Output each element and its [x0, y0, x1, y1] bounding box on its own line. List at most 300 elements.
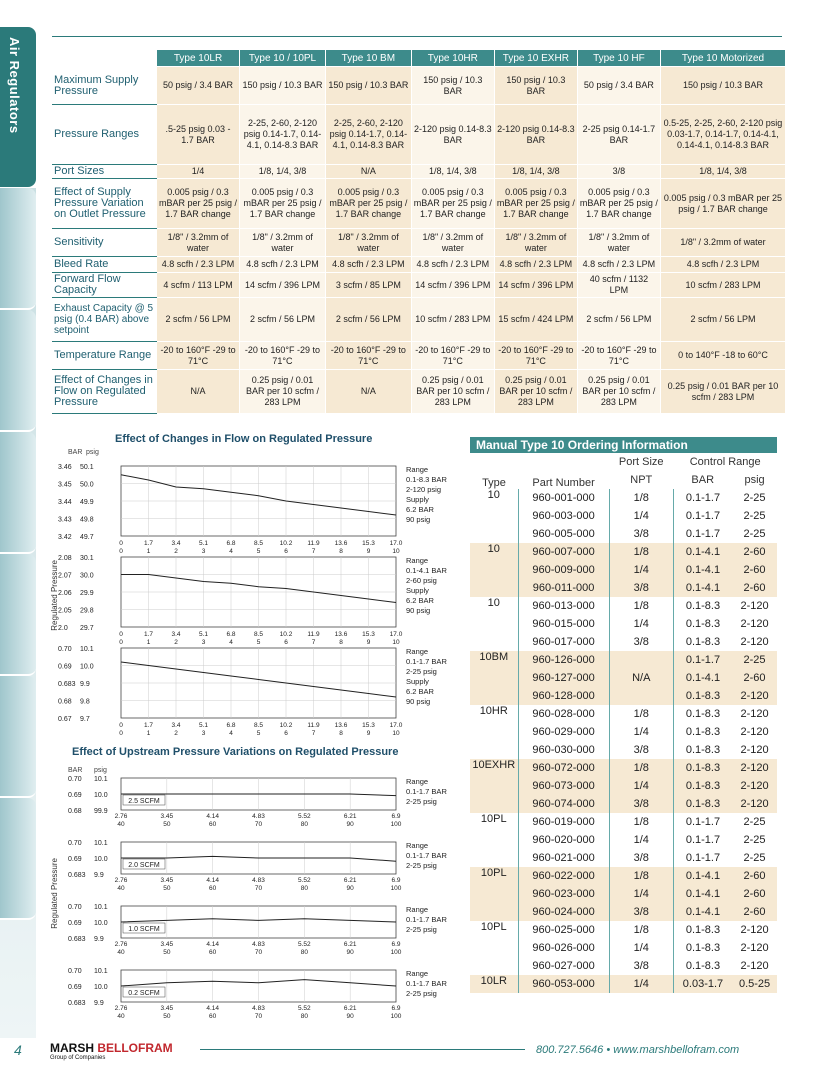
x-tick-scfm: 8.5 — [253, 722, 264, 729]
spec-cell: 0.005 psig / 0.3 mBAR per 25 psig / 1.7 BAR change — [577, 179, 660, 229]
ordering-range-psig: 2-120 — [732, 597, 777, 615]
spec-cell: N/A — [157, 370, 240, 414]
upstream-chart-title: Effect of Upstream Pressure Variations on Regulated Pressure — [72, 746, 399, 758]
spec-cell: 0 to 140°F -18 to 60°C — [660, 342, 785, 370]
spec-row — [52, 342, 786, 370]
ordering-part-number: 960-126-000 — [518, 651, 609, 669]
x-tick-psig: 40 — [117, 949, 125, 956]
spec-cell: 4.8 scfh / 2.3 LPM — [660, 257, 785, 273]
spec-row — [52, 298, 786, 342]
ordering-part-number: 960-001-000 — [518, 489, 609, 507]
spec-row-label: Pressure Ranges — [52, 105, 157, 165]
ordering-range-psig: 2-25 — [732, 813, 777, 831]
ordering-range-psig: 2-120 — [732, 687, 777, 705]
x-tick-psig: 60 — [209, 885, 217, 892]
ordering-range-psig: 2-120 — [732, 615, 777, 633]
range-note: 6.2 BAR — [406, 596, 434, 605]
x-tick-scfm: 1.7 — [143, 631, 154, 638]
ordering-part-number: 960-020-000 — [518, 831, 609, 849]
ordering-range-psig: 2-120 — [732, 795, 777, 813]
ordering-part-number: 960-022-000 — [518, 867, 609, 885]
y-tick-psig: 10.0 — [94, 856, 108, 863]
x-tick-bar: 3.45 — [160, 813, 174, 820]
spec-cell: 40 scfm / 1132 LPM — [577, 273, 660, 298]
ordering-range-psig: 2-60 — [732, 669, 777, 687]
range-note: 0.1-1.7 BAR — [406, 979, 447, 988]
x-tick-scfm: 6.8 — [226, 540, 236, 547]
brand-sub: Group of Companies — [50, 1055, 106, 1061]
spec-cell: 2-25, 2-60, 2-120 psig 0.14-1.7, 0.14-4.1, 0.14-8.3 BAR — [325, 105, 411, 165]
ordering-port-size: 1/8 — [609, 921, 673, 939]
ordering-port-size: 1/8 — [609, 759, 673, 777]
range-note: Range — [406, 905, 429, 914]
x-tick-bar: 2.76 — [114, 1005, 128, 1012]
ordering-header-type: Type — [482, 477, 506, 489]
ordering-row — [470, 759, 777, 777]
x-tick-scfm: 1.7 — [143, 540, 154, 547]
y-tick-psig: 10.0 — [80, 663, 94, 671]
spec-cell: -20 to 160°F -29 to 71°C — [325, 342, 411, 370]
y-tick-bar: 0.70 — [58, 646, 72, 653]
ordering-range-psig: 2-25 — [732, 849, 777, 867]
spec-cell: 150 psig / 10.3 BAR — [240, 67, 326, 105]
flow-chart-ylabel: Regulated Pressure — [50, 560, 59, 631]
spec-cell: 14 scfm / 396 LPM — [240, 273, 326, 298]
x-tick-psig: 50 — [163, 949, 171, 956]
ordering-port-size: 3/8 — [609, 525, 673, 543]
footer-rule — [200, 1049, 525, 1050]
ordering-range-psig: 2-120 — [732, 759, 777, 777]
spec-header-row — [52, 50, 786, 67]
range-note: Supply — [406, 677, 429, 686]
spec-cell: 4 scfm / 113 LPM — [157, 273, 240, 298]
ordering-row — [470, 651, 777, 669]
ordering-range-bar: 0.1-1.7 — [673, 525, 732, 543]
x-tick-psig: 50 — [163, 1013, 171, 1020]
spec-cell: 4.8 scfh / 2.3 LPM — [494, 257, 577, 273]
x-tick-psig: 40 — [117, 821, 125, 828]
ordering-range-bar: 0.1-4.1 — [673, 885, 732, 903]
x-tick-scfm: 1.7 — [143, 722, 154, 729]
y-tick-bar: 0.70 — [68, 968, 82, 975]
ordering-range-bar: 0.1-4.1 — [673, 561, 732, 579]
ordering-range-bar: 0.1-8.3 — [673, 687, 732, 705]
spec-col-header: Type 10 EXHR — [494, 50, 577, 67]
ordering-port-size: 1/4 — [609, 885, 673, 903]
x-tick-psig: 70 — [254, 885, 263, 892]
spec-cell: 150 psig / 10.3 BAR — [325, 67, 411, 105]
range-note: 2-25 psig — [406, 925, 437, 934]
side-tab-6[interactable] — [0, 676, 36, 798]
charts-canvas — [46, 430, 466, 1030]
range-note: 0.1-8.3 BAR — [406, 475, 447, 484]
spec-cell: 2 scfm / 56 LPM — [240, 298, 326, 342]
ordering-range-psig: 0.5-25 — [732, 975, 777, 993]
x-tick-m3hr: 9 — [366, 639, 371, 646]
spec-cell: 0.25 psig / 0.01 BAR per 10 scfm / 283 LPM — [577, 370, 660, 414]
x-tick-m3hr: 5 — [256, 730, 261, 737]
y-tick-bar: 2.07 — [58, 572, 72, 580]
spec-cell: 4.8 scfh / 2.3 LPM — [411, 257, 494, 273]
ordering-range-bar: 0.1-8.3 — [673, 615, 732, 633]
ordering-part-number: 960-015-000 — [518, 615, 609, 633]
spec-row-label: Exhaust Capacity @ 5 psig (0.4 BAR) above setpoint — [52, 298, 157, 342]
ordering-header-psig: psig — [744, 474, 765, 486]
y-tick-psig: 9.8 — [80, 698, 90, 706]
spec-cell: 2 scfm / 56 LPM — [660, 298, 785, 342]
spec-cell: 2-120 psig 0.14-8.3 BAR — [494, 105, 577, 165]
ordering-range-bar: 0.1-8.3 — [673, 777, 732, 795]
brand-name-a: MARSH — [50, 1041, 94, 1055]
range-note: Range — [406, 647, 429, 656]
ordering-type: 10 — [470, 543, 518, 597]
x-tick-bar: 5.52 — [298, 877, 311, 884]
ordering-port-size: 1/4 — [609, 615, 673, 633]
spec-row-label: Bleed Rate — [52, 257, 157, 273]
x-tick-scfm: 10.2 — [279, 540, 293, 547]
y-tick-bar: 0.683 — [68, 872, 86, 879]
spec-cell: 0.25 psig / 0.01 BAR per 10 scfm / 283 LPM — [240, 370, 326, 414]
x-tick-bar: 6.21 — [343, 941, 357, 948]
x-tick-bar: 2.76 — [114, 941, 128, 948]
ordering-port-size: 1/8 — [609, 867, 673, 885]
range-note: Range — [406, 969, 429, 978]
y-tick-psig: 30.1 — [80, 555, 94, 562]
spec-row — [52, 229, 786, 257]
ordering-range-bar: 0.1-1.7 — [673, 849, 732, 867]
y-tick-bar: 2.08 — [58, 555, 72, 562]
side-tab-2[interactable] — [0, 188, 36, 310]
y-tick-psig: 9.9 — [80, 681, 90, 688]
y-unit-psig: psig — [94, 767, 107, 774]
y-tick-psig: 49.9 — [80, 499, 94, 506]
x-tick-m3hr: 9 — [366, 548, 371, 555]
x-tick-scfm: 3.4 — [171, 540, 181, 547]
ordering-range-bar: 0.1-8.3 — [673, 723, 732, 741]
ordering-header-port: Port Size — [618, 456, 664, 468]
ordering-port-size: 3/8 — [609, 957, 673, 975]
ordering-type: 10PL — [470, 813, 518, 867]
spec-cell: 1/8, 1/4, 3/8 — [660, 165, 785, 179]
ordering-port-size: 1/8 — [609, 813, 673, 831]
range-note: 90 psig — [406, 606, 431, 615]
ordering-type: 10PL — [470, 867, 518, 921]
x-tick-scfm: 8.5 — [253, 540, 264, 547]
ordering-port-size: 3/8 — [609, 849, 673, 867]
x-tick-scfm: 13.6 — [334, 631, 348, 638]
ordering-part-number: 960-024-000 — [518, 903, 609, 921]
y-tick-psig: 10.1 — [94, 968, 108, 975]
x-tick-scfm: 11.9 — [307, 540, 320, 547]
ordering-range-psig: 2-25 — [732, 489, 777, 507]
ordering-range-psig: 2-120 — [732, 939, 777, 957]
spec-cell: 150 psig / 10.3 BAR — [660, 67, 785, 105]
ordering-part-number: 960-021-000 — [518, 849, 609, 867]
range-note: 6.2 BAR — [406, 505, 434, 514]
spec-cell: 1/8, 1/4, 3/8 — [494, 165, 577, 179]
ordering-part-number: 960-072-000 — [518, 759, 609, 777]
ordering-range-bar: 0.1-8.3 — [673, 741, 732, 759]
ordering-part-number: 960-128-000 — [518, 687, 609, 705]
side-tab-air-regulators[interactable] — [0, 27, 36, 187]
ordering-range-bar: 0.1-1.7 — [673, 813, 732, 831]
spec-cell: 10 scfm / 283 LPM — [660, 273, 785, 298]
range-note: 2-120 psig — [406, 485, 442, 494]
spec-cell: 0.005 psig / 0.3 mBAR per 25 psig / 1.7 BAR change — [240, 179, 326, 229]
ordering-range-bar: 0.1-8.3 — [673, 939, 732, 957]
range-note: Supply — [406, 495, 429, 504]
spec-cell: 4.8 scfh / 2.3 LPM — [240, 257, 326, 273]
spec-cell: 2 scfm / 56 LPM — [577, 298, 660, 342]
y-tick-bar: 0.69 — [68, 856, 82, 863]
x-tick-m3hr: 9 — [366, 730, 371, 737]
y-tick-psig: 10.0 — [94, 792, 108, 799]
ordering-port-size — [609, 687, 673, 705]
ordering-part-number: 960-028-000 — [518, 705, 609, 723]
ordering-range-bar: 0.1-8.3 — [673, 921, 732, 939]
x-tick-psig: 100 — [390, 885, 402, 892]
ordering-part-number: 960-009-000 — [518, 561, 609, 579]
x-tick-psig: 100 — [390, 949, 402, 956]
x-tick-m3hr: 2 — [174, 730, 178, 737]
x-tick-scfm: 11.9 — [307, 722, 320, 729]
x-tick-m3hr: 4 — [229, 730, 233, 737]
x-tick-scfm: 8.5 — [253, 631, 264, 638]
spec-table — [52, 50, 786, 414]
x-tick-bar: 5.52 — [298, 1005, 311, 1012]
range-note: 0.1-4.1 BAR — [406, 566, 447, 575]
y-tick-bar: 0.67 — [58, 716, 72, 723]
ordering-row — [470, 597, 777, 615]
spec-row-label: Effect of Changes in Flow on Regulated Pressure — [52, 370, 157, 414]
x-tick-m3hr: 0 — [119, 730, 123, 737]
ordering-range-psig: 2-120 — [732, 705, 777, 723]
ordering-title: Manual Type 10 Ordering Information — [470, 437, 777, 453]
side-tab-stack — [0, 188, 36, 1038]
x-tick-m3hr: 7 — [311, 548, 316, 555]
y-tick-bar: 0.69 — [68, 984, 82, 991]
range-note: 0.1-1.7 BAR — [406, 851, 447, 860]
y-tick-psig: 30.0 — [80, 572, 94, 580]
y-tick-bar: 2.06 — [58, 590, 72, 597]
y-tick-psig: 10.1 — [94, 904, 108, 911]
spec-row — [52, 67, 786, 105]
side-tab-4[interactable] — [0, 432, 36, 554]
y-unit-psig: psig — [86, 449, 99, 456]
ordering-range-psig: 2-60 — [732, 543, 777, 561]
x-tick-m3hr: 5 — [256, 548, 261, 555]
x-tick-scfm: 17.0 — [389, 631, 403, 638]
y-tick-psig: 9.9 — [94, 1000, 104, 1007]
x-tick-psig: 90 — [346, 949, 354, 956]
ordering-port-size: N/A — [609, 669, 673, 687]
ordering-range-psig: 2-25 — [732, 651, 777, 669]
x-tick-scfm: 0 — [119, 631, 123, 638]
x-tick-psig: 60 — [209, 1013, 217, 1020]
x-tick-m3hr: 3 — [201, 639, 206, 646]
range-note: 0.1-1.7 BAR — [406, 787, 447, 796]
ordering-header-row-1 — [470, 453, 777, 471]
ordering-port-size: 1/4 — [609, 777, 673, 795]
side-tab-7[interactable] — [0, 798, 36, 920]
ordering-header-range: Control Range — [689, 456, 761, 468]
spec-col-header: Type 10 Motorized — [660, 50, 785, 67]
y-tick-psig: 50.1 — [80, 464, 94, 471]
y-unit-bar: BAR — [68, 449, 83, 456]
upstream-chart-ylabel: Regulated Pressure — [50, 858, 59, 929]
ordering-row — [470, 543, 777, 561]
range-note: 6.2 BAR — [406, 687, 434, 696]
spec-cell: 0.25 psig / 0.01 BAR per 10 scfm / 283 LPM — [494, 370, 577, 414]
ordering-range-psig: 2-60 — [732, 579, 777, 597]
ordering-range-psig: 2-25 — [732, 831, 777, 849]
ordering-part-number: 960-027-000 — [518, 957, 609, 975]
spec-cell: 1/4 — [157, 165, 240, 179]
x-tick-bar: 4.14 — [206, 1005, 219, 1012]
spec-cell: -20 to 160°F -29 to 71°C — [411, 342, 494, 370]
y-tick-psig: 10.1 — [94, 840, 108, 847]
x-tick-scfm: 15.3 — [362, 722, 375, 729]
y-tick-bar: 3.43 — [58, 516, 72, 524]
ordering-range-psig: 2-25 — [732, 525, 777, 543]
x-tick-m3hr: 3 — [201, 730, 206, 737]
ordering-part-number: 960-005-000 — [518, 525, 609, 543]
ordering-range-bar: 0.1-4.1 — [673, 669, 732, 687]
brand-name-b: BELLOFRAM — [97, 1041, 173, 1055]
spec-col-header: Type 10 HF — [577, 50, 660, 67]
side-tab-5[interactable] — [0, 554, 36, 676]
x-tick-m3hr: 6 — [284, 548, 288, 555]
x-tick-m3hr: 0 — [119, 548, 123, 555]
ordering-range-bar: 0.1-4.1 — [673, 543, 732, 561]
ordering-type: 10 — [470, 489, 518, 543]
spec-cell: N/A — [325, 370, 411, 414]
ordering-range-psig: 2-25 — [732, 507, 777, 525]
x-tick-scfm: 11.9 — [307, 631, 320, 638]
x-tick-bar: 4.83 — [252, 813, 265, 820]
spec-row-label: Effect of Supply Pressure Variation on Outlet Pressure — [52, 179, 157, 229]
ordering-type: 10LR — [470, 975, 518, 993]
ordering-part-number: 960-019-000 — [518, 813, 609, 831]
spec-cell: 3/8 — [577, 165, 660, 179]
x-tick-m3hr: 7 — [311, 639, 316, 646]
ordering-row — [470, 489, 777, 507]
spec-col-header: Type 10 BM — [325, 50, 411, 67]
x-tick-psig: 40 — [117, 1013, 125, 1020]
flow-chart-title: Effect of Changes in Flow on Regulated Pressure — [115, 433, 373, 445]
spec-cell: 150 psig / 10.3 BAR — [411, 67, 494, 105]
spec-cell: 1/8" / 3.2mm of water — [660, 229, 785, 257]
x-tick-bar: 4.14 — [206, 877, 219, 884]
spec-cell: 1/8, 1/4, 3/8 — [240, 165, 326, 179]
spec-cell: 0.5-25, 2-25, 2-60, 2-120 psig 0.03-1.7, 0.14-1.7, 0.14-4.1, 0.14-4.1, 0.14-8.3 BAR — [660, 105, 785, 165]
ordering-port-size: 1/4 — [609, 507, 673, 525]
spec-cell: 0.005 psig / 0.3 mBAR per 25 psig / 1.7 BAR change — [660, 179, 785, 229]
range-note: 0.1-1.7 BAR — [406, 657, 447, 666]
spec-cell: 1/8" / 3.2mm of water — [411, 229, 494, 257]
ordering-port-size: 1/4 — [609, 561, 673, 579]
x-tick-m3hr: 7 — [311, 730, 316, 737]
ordering-body — [470, 489, 777, 993]
ordering-part-number: 960-011-000 — [518, 579, 609, 597]
footer-contact: 800.727.5646 • www.marshbellofram.com — [536, 1044, 740, 1056]
ordering-range-psig: 2-60 — [732, 867, 777, 885]
spec-cell: 50 psig / 3.4 BAR — [577, 67, 660, 105]
y-tick-psig: 9.7 — [80, 716, 90, 723]
spec-cell: 1/8, 1/4, 3/8 — [411, 165, 494, 179]
x-tick-m3hr: 1 — [146, 548, 151, 555]
y-tick-bar: 0.70 — [68, 840, 82, 847]
ordering-part-number: 960-026-000 — [518, 939, 609, 957]
y-tick-bar: 2.0 — [58, 625, 68, 632]
x-tick-psig: 80 — [300, 1013, 308, 1020]
spec-header-blank — [52, 50, 157, 67]
spec-row — [52, 165, 786, 179]
x-tick-psig: 90 — [346, 885, 354, 892]
side-tab-3[interactable] — [0, 310, 36, 432]
ordering-range-bar: 0.1-1.7 — [673, 507, 732, 525]
spec-row — [52, 179, 786, 229]
ordering-header-npt: NPT — [630, 474, 653, 486]
spec-row-label: Forward Flow Capacity — [52, 273, 157, 298]
spec-col-header: Type 10HR — [411, 50, 494, 67]
ordering-port-size: 3/8 — [609, 633, 673, 651]
x-tick-bar: 6.9 — [391, 877, 401, 884]
x-tick-m3hr: 2 — [174, 548, 178, 555]
range-note: 90 psig — [406, 515, 431, 524]
ordering-part-number: 960-017-000 — [518, 633, 609, 651]
spec-row-label: Temperature Range — [52, 342, 157, 370]
x-tick-m3hr: 8 — [339, 548, 343, 555]
x-tick-bar: 3.45 — [160, 877, 174, 884]
x-tick-m3hr: 1 — [146, 639, 151, 646]
x-tick-m3hr: 8 — [339, 730, 343, 737]
y-tick-psig: 10.1 — [94, 776, 108, 783]
x-tick-bar: 6.21 — [343, 877, 357, 884]
spec-cell: 1/8" / 3.2mm of water — [157, 229, 240, 257]
y-tick-bar: 0.683 — [58, 681, 76, 688]
ordering-type: 10HR — [470, 705, 518, 759]
ordering-row — [470, 867, 777, 885]
y-tick-psig: 49.7 — [80, 534, 94, 541]
y-tick-psig: 99.9 — [94, 808, 108, 815]
x-tick-m3hr: 6 — [284, 639, 288, 646]
x-tick-bar: 4.83 — [252, 1005, 265, 1012]
range-note: Range — [406, 465, 429, 474]
x-tick-scfm: 6.8 — [226, 722, 236, 729]
x-tick-scfm: 17.0 — [389, 540, 403, 547]
x-tick-m3hr: 4 — [229, 548, 233, 555]
x-tick-bar: 4.14 — [206, 941, 219, 948]
spec-cell: 14 scfm / 396 LPM — [411, 273, 494, 298]
ordering-range-psig: 2-60 — [732, 561, 777, 579]
spec-col-header: Type 10 / 10PL — [240, 50, 326, 67]
y-tick-bar: 3.44 — [58, 499, 72, 506]
page-number: 4 — [14, 1042, 22, 1058]
y-tick-bar: 3.42 — [58, 534, 72, 541]
spec-row-label: Sensitivity — [52, 229, 157, 257]
ordering-range-bar: 0.03-1.7 — [673, 975, 732, 993]
spec-cell: 4.8 scfh / 2.3 LPM — [325, 257, 411, 273]
y-tick-psig: 29.9 — [80, 590, 94, 597]
x-tick-scfm: 13.6 — [334, 722, 348, 729]
ordering-header-part: Part Number — [532, 477, 595, 489]
ordering-row — [470, 813, 777, 831]
x-tick-bar: 6.9 — [391, 1005, 401, 1012]
series-label: 2.0 SCFM — [128, 862, 160, 869]
spec-cell: 2-25, 2-60, 2-120 psig 0.14-1.7, 0.14-4.1, 0.14-8.3 BAR — [240, 105, 326, 165]
x-tick-scfm: 15.3 — [362, 631, 375, 638]
